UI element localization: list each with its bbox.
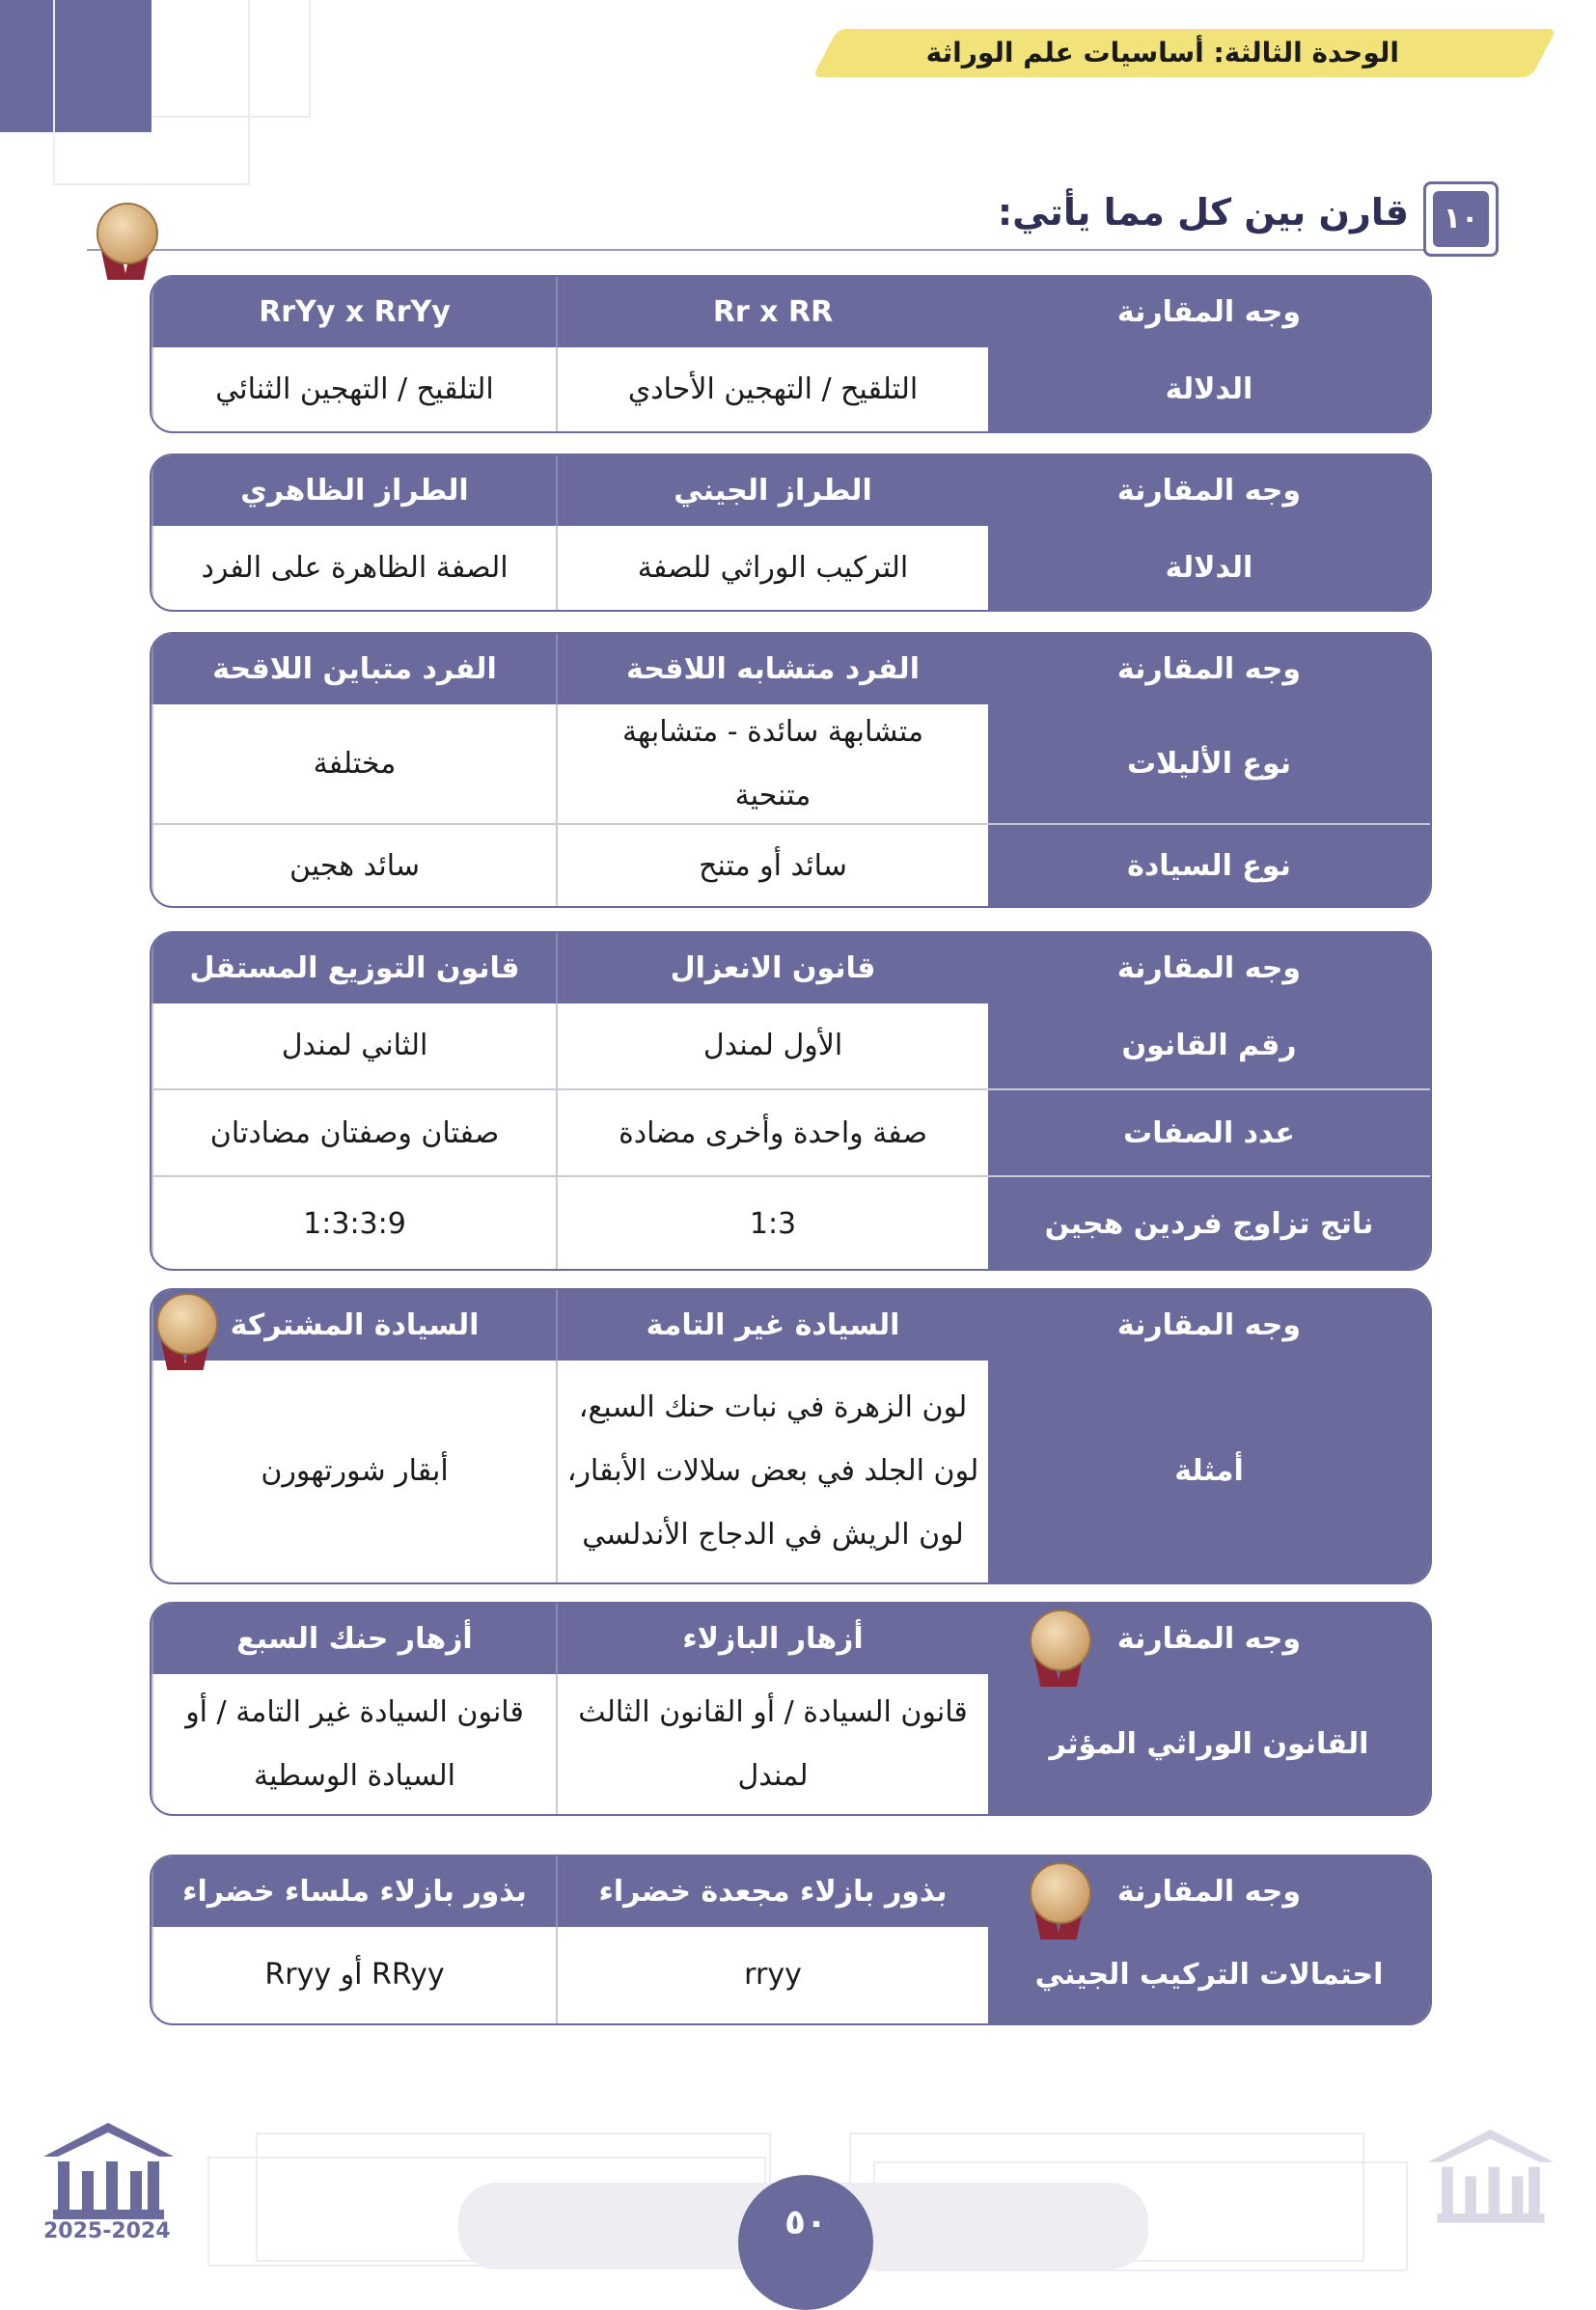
header-cell: أزهار حنك السبع: [151, 1604, 556, 1674]
row-label: احتمالات التركيب الجيني: [988, 1927, 1430, 2023]
header-cell: وجه المقارنة: [988, 455, 1430, 526]
table-row: [151, 1088, 1430, 1177]
header-cell: قانون التوزيع المستقل: [151, 933, 556, 1004]
logo-year: 2025-2024: [43, 2219, 171, 2243]
table-header-row: [151, 277, 1430, 347]
row-label: نوع الأليلات: [988, 704, 1430, 823]
medal-icon: [1028, 1862, 1089, 1939]
header-cell: أزهار البازلاء: [556, 1604, 988, 1674]
table-cell: سائد أو متنح: [556, 825, 988, 908]
medal-icon: [154, 1293, 216, 1370]
header-cell: وجه المقارنة: [988, 1290, 1430, 1361]
row-label: ناتج تزاوج فردين هجين: [988, 1177, 1430, 1271]
header-cell: الفرد متباين اللاقحة: [151, 634, 556, 704]
header-cell: الطراز الجيني: [556, 455, 988, 526]
table-cell: الصفة الظاهرة على الفرد: [151, 526, 556, 610]
table-row: [151, 823, 1430, 908]
table-cell: أبقار شورتهورن: [151, 1361, 556, 1582]
row-label: الدلالة: [988, 526, 1430, 610]
table-cell: سائد هجين: [151, 825, 556, 908]
header-cell: بذور بازلاء ملساء خضراء: [151, 1856, 556, 1927]
header-cell: الطراز الظاهري: [151, 455, 556, 526]
header-cell: RrYy x RrYy: [151, 277, 556, 347]
table-cell: 1:3: [556, 1177, 988, 1271]
table-header-row: [151, 1856, 1430, 1927]
row-label: أمثلة: [988, 1361, 1430, 1582]
comparison-table-2: [150, 454, 1432, 612]
table-header-row: [151, 933, 1430, 1004]
header-cell: بذور بازلاء مجعدة خضراء: [556, 1856, 988, 1927]
row-label: رقم القانون: [988, 1004, 1430, 1088]
question-text: قارن بين كل مما يأتي:: [997, 191, 1409, 234]
table-row: [151, 1361, 1430, 1582]
medal-icon: [1028, 1609, 1089, 1687]
table-cell: صفة واحدة وأخرى مضادة: [556, 1090, 988, 1177]
table-cell: لون الزهرة في نبات حنك السبع، لون الجلد في بعض سلالات الأبقار، لون الريش في الدجاج الأندلسي: [556, 1361, 988, 1582]
table-cell: التلقيح / التهجين الثنائي: [151, 347, 556, 431]
header-cell: قانون الانعزال: [556, 933, 988, 1004]
comparison-table-5: [150, 1288, 1432, 1584]
table-row: [151, 1004, 1430, 1088]
comparison-table-1: [150, 275, 1432, 433]
logo-watermark-icon: [1418, 2118, 1563, 2253]
header-cell: وجه المقارنة: [988, 634, 1430, 704]
row-label: القانون الوراثي المؤثر: [988, 1674, 1430, 1814]
table-row: [151, 1175, 1430, 1271]
question-number: ١٠: [1433, 191, 1489, 247]
row-label: الدلالة: [988, 347, 1430, 431]
row-label: عدد الصفات: [988, 1090, 1430, 1177]
header-cell: السيادة المشتركة: [151, 1290, 556, 1361]
table-row: [151, 526, 1430, 610]
header-cell: وجه المقارنة: [988, 277, 1430, 347]
row-label: نوع السيادة: [988, 825, 1430, 908]
table-cell: RRyy أو Rryy: [151, 1927, 556, 2023]
table-cell: rryy: [556, 1927, 988, 2023]
table-row: [151, 1674, 1430, 1814]
table-cell: التركيب الوراثي للصفة: [556, 526, 988, 610]
table-header-row: [151, 1290, 1430, 1361]
header-cell: السيادة غير التامة: [556, 1290, 988, 1361]
table-header-row: [151, 455, 1430, 526]
header-cell: وجه المقارنة: [988, 1856, 1430, 1927]
table-row: [151, 347, 1430, 431]
table-cell: الثاني لمندل: [151, 1004, 556, 1088]
page-number: ٥٠: [738, 2175, 873, 2310]
table-cell: 1:3:3:9: [151, 1177, 556, 1271]
table-header-row: [151, 634, 1430, 704]
corner-frame: [151, 0, 311, 118]
header-cell: Rr x RR: [556, 277, 988, 347]
unit-title: الوحدة الثالثة: أساسيات علم الوراثة: [925, 37, 1399, 69]
question-underline: [87, 249, 1428, 251]
table-cell: متشابهة سائدة - متشابهة متنحية: [556, 704, 988, 823]
header-cell: وجه المقارنة: [988, 933, 1430, 1004]
table-header-row: [151, 1604, 1430, 1674]
comparison-table-6: [150, 1602, 1432, 1816]
table-row: [151, 1927, 1430, 2023]
comparison-table-7: [150, 1855, 1432, 2025]
header-cell: الفرد متشابه اللاقحة: [556, 634, 988, 704]
table-cell: مختلفة: [151, 704, 556, 823]
table-cell: التلقيح / التهجين الأحادي: [556, 347, 988, 431]
table-cell: صفتان وصفتان مضادتان: [151, 1090, 556, 1177]
table-row: [151, 704, 1430, 823]
table-cell: قانون السيادة / أو القانون الثالث لمندل: [556, 1674, 988, 1814]
table-cell: قانون السيادة غير التامة / أو السيادة الوسطية: [151, 1674, 556, 1814]
comparison-table-4: [150, 931, 1432, 1271]
comparison-table-3: [150, 632, 1432, 908]
table-cell: الأول لمندل: [556, 1004, 988, 1088]
header-cell: وجه المقارنة: [988, 1604, 1430, 1674]
medal-icon: [95, 203, 156, 280]
